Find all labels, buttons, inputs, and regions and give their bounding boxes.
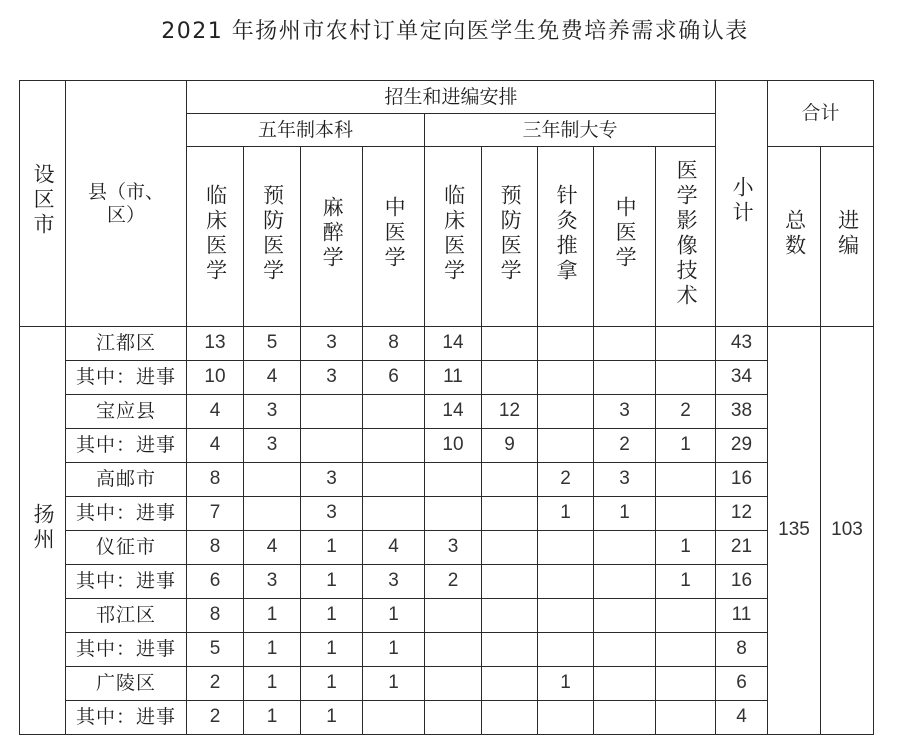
data-cell: 1	[301, 599, 363, 633]
subtotal-cell: 8	[716, 633, 768, 667]
data-cell	[482, 463, 538, 497]
data-cell	[482, 531, 538, 565]
data-cell	[482, 633, 538, 667]
data-cell	[425, 497, 482, 531]
data-cell	[538, 395, 594, 429]
subtotal-cell: 38	[716, 395, 768, 429]
data-cell: 1	[301, 701, 363, 735]
data-cell	[244, 463, 301, 497]
header-major: 临床医学	[187, 147, 244, 327]
data-cell	[538, 531, 594, 565]
subtotal-cell: 29	[716, 429, 768, 463]
data-cell	[482, 327, 538, 361]
data-cell: 2	[538, 463, 594, 497]
data-cell	[594, 531, 656, 565]
data-cell: 8	[187, 531, 244, 565]
data-cell	[538, 701, 594, 735]
header-major: 针灸推拿	[538, 147, 594, 327]
data-cell: 4	[244, 361, 301, 395]
header-five-year: 五年制本科	[187, 114, 425, 147]
data-cell	[594, 327, 656, 361]
header-major: 中医学	[363, 147, 425, 327]
data-cell	[594, 633, 656, 667]
data-cell: 8	[363, 327, 425, 361]
data-cell: 1	[244, 667, 301, 701]
subtotal-cell: 34	[716, 361, 768, 395]
data-cell	[363, 701, 425, 735]
data-cell	[363, 463, 425, 497]
data-cell: 5	[244, 327, 301, 361]
header-total-count: 总数	[768, 147, 821, 327]
data-cell: 9	[482, 429, 538, 463]
data-cell: 1	[538, 497, 594, 531]
header-city: 设区市	[20, 81, 66, 327]
header-county: 县（市、区）	[66, 81, 187, 327]
data-cell	[594, 565, 656, 599]
data-cell	[425, 463, 482, 497]
data-cell	[482, 565, 538, 599]
data-cell	[594, 599, 656, 633]
data-cell	[656, 633, 716, 667]
data-cell	[425, 667, 482, 701]
county-name: 其中：进事	[66, 565, 187, 599]
data-cell: 1	[538, 667, 594, 701]
header-major: 临床医学	[425, 147, 482, 327]
data-cell	[538, 361, 594, 395]
header-major: 医学影像技术	[656, 147, 716, 327]
data-cell: 2	[425, 565, 482, 599]
county-name: 其中：进事	[66, 497, 187, 531]
data-cell: 6	[363, 361, 425, 395]
data-cell: 11	[425, 361, 482, 395]
data-cell	[363, 497, 425, 531]
header-total: 合计	[768, 81, 874, 147]
data-cell	[538, 429, 594, 463]
data-cell	[538, 327, 594, 361]
data-cell	[425, 701, 482, 735]
data-cell: 3	[301, 327, 363, 361]
data-cell: 8	[187, 463, 244, 497]
data-cell: 3	[425, 531, 482, 565]
data-cell	[538, 633, 594, 667]
data-cell: 3	[363, 565, 425, 599]
subtotal-cell: 16	[716, 463, 768, 497]
header-major: 预防医学	[482, 147, 538, 327]
county-name: 仪征市	[66, 531, 187, 565]
header-plan: 招生和进编安排	[187, 81, 716, 114]
data-cell: 1	[301, 633, 363, 667]
data-cell: 3	[244, 429, 301, 463]
data-cell: 7	[187, 497, 244, 531]
data-cell: 1	[244, 633, 301, 667]
data-cell: 6	[187, 565, 244, 599]
subtotal-cell: 11	[716, 599, 768, 633]
data-cell: 3	[301, 463, 363, 497]
data-cell	[363, 429, 425, 463]
county-name: 其中：进事	[66, 633, 187, 667]
header-major: 麻醉学	[301, 147, 363, 327]
county-name: 邗江区	[66, 599, 187, 633]
data-cell: 3	[301, 497, 363, 531]
data-cell: 1	[301, 565, 363, 599]
data-cell	[482, 361, 538, 395]
data-cell	[656, 361, 716, 395]
demand-table	[19, 80, 874, 735]
data-cell	[244, 497, 301, 531]
subtotal-cell: 21	[716, 531, 768, 565]
data-cell: 2	[656, 395, 716, 429]
data-cell	[656, 497, 716, 531]
data-cell	[656, 701, 716, 735]
data-cell: 10	[425, 429, 482, 463]
data-cell: 1	[244, 599, 301, 633]
page-title: 2021 年扬州市农村订单定向医学生免费培养需求确认表	[161, 19, 749, 44]
data-cell: 1	[244, 701, 301, 735]
data-cell: 1	[301, 667, 363, 701]
header-three-year: 三年制大专	[425, 114, 716, 147]
data-cell: 3	[244, 565, 301, 599]
data-cell: 14	[425, 327, 482, 361]
data-cell: 4	[244, 531, 301, 565]
total-count-cell: 135	[768, 327, 821, 735]
total-bianzhi-cell: 103	[821, 327, 874, 735]
data-cell	[425, 633, 482, 667]
data-cell	[656, 667, 716, 701]
data-cell: 4	[187, 429, 244, 463]
data-cell: 1	[363, 599, 425, 633]
data-cell: 2	[187, 701, 244, 735]
data-cell: 1	[301, 531, 363, 565]
data-cell	[594, 361, 656, 395]
header-major: 中医学	[594, 147, 656, 327]
data-cell: 5	[187, 633, 244, 667]
county-name: 广陵区	[66, 667, 187, 701]
data-cell: 2	[594, 429, 656, 463]
data-cell: 1	[363, 667, 425, 701]
data-cell	[656, 463, 716, 497]
data-cell	[363, 395, 425, 429]
county-name: 其中：进事	[66, 701, 187, 735]
data-cell: 2	[187, 667, 244, 701]
data-cell	[538, 565, 594, 599]
data-cell	[482, 701, 538, 735]
county-name: 其中：进事	[66, 361, 187, 395]
city-cell: 扬州	[20, 327, 66, 735]
data-cell	[482, 667, 538, 701]
subtotal-cell: 43	[716, 327, 768, 361]
data-cell: 1	[656, 565, 716, 599]
data-cell	[482, 497, 538, 531]
data-cell: 3	[244, 395, 301, 429]
data-cell: 1	[594, 497, 656, 531]
data-cell: 4	[363, 531, 425, 565]
data-cell	[301, 429, 363, 463]
data-cell	[656, 327, 716, 361]
data-cell	[482, 599, 538, 633]
data-cell	[656, 599, 716, 633]
data-cell: 12	[482, 395, 538, 429]
data-cell: 4	[187, 395, 244, 429]
subtotal-cell: 12	[716, 497, 768, 531]
subtotal-cell: 16	[716, 565, 768, 599]
data-cell	[301, 395, 363, 429]
data-cell: 13	[187, 327, 244, 361]
county-name: 宝应县	[66, 395, 187, 429]
data-cell: 10	[187, 361, 244, 395]
data-cell	[538, 599, 594, 633]
data-cell: 1	[363, 633, 425, 667]
data-cell: 3	[594, 463, 656, 497]
county-name: 其中：进事	[66, 429, 187, 463]
header-total-bianzhi: 进编	[821, 147, 874, 327]
county-name: 江都区	[66, 327, 187, 361]
data-cell	[425, 599, 482, 633]
data-cell: 3	[301, 361, 363, 395]
county-name: 高邮市	[66, 463, 187, 497]
data-cell: 14	[425, 395, 482, 429]
data-cell: 3	[594, 395, 656, 429]
data-cell	[594, 667, 656, 701]
subtotal-cell: 6	[716, 667, 768, 701]
data-cell: 1	[656, 531, 716, 565]
subtotal-cell: 4	[716, 701, 768, 735]
header-subtotal: 小计	[716, 81, 768, 327]
data-cell: 1	[656, 429, 716, 463]
header-major: 预防医学	[244, 147, 301, 327]
data-cell	[594, 701, 656, 735]
data-cell: 8	[187, 599, 244, 633]
